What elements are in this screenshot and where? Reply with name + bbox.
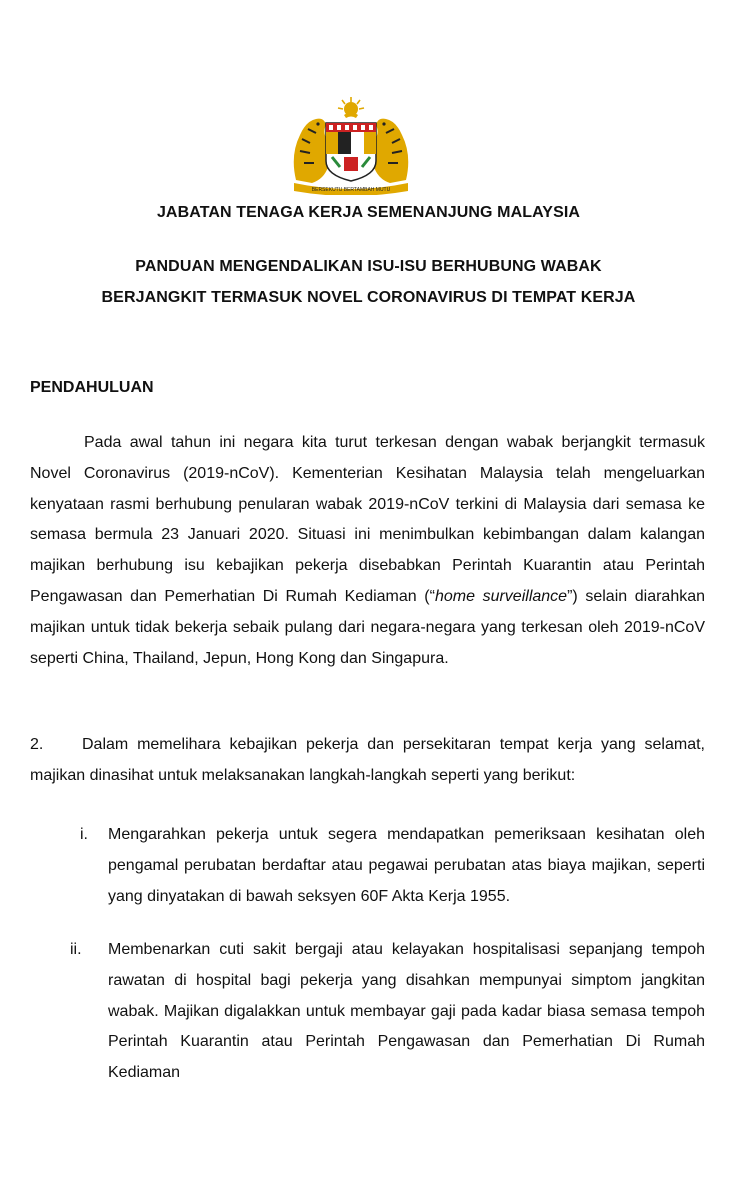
paragraph-1: [30, 428, 705, 674]
list-item-text: Mengarahkan pekerja untuk segera mendapatkan pemeriksaan kesihatan oleh pengamal perubatan berdaftar atau pegawai perubatan atas biaya majikan, seperti yang dinyatakan di bawah seksyen 60F Akta Kerja 1955.: [108, 826, 705, 905]
sun-icon: [338, 97, 364, 118]
list-item: [70, 935, 705, 1089]
paragraph-2-text: Dalam memelihara kebajikan pekerja dan persekitaran tempat kerja yang selamat, majikan dinasihat untuk melaksanakan langkah-langkah seperti yang berikut:: [30, 736, 705, 784]
paragraph-2: [30, 730, 705, 792]
paragraph-2-number: 2.: [30, 736, 44, 753]
list-item: [80, 820, 705, 912]
crest-motto: BERSEKUTU BERTAMBAH MUTU: [311, 187, 391, 193]
shield-icon: [326, 123, 376, 181]
malaysia-coat-of-arms-icon: [286, 95, 416, 195]
list-item-marker: i.: [80, 826, 88, 843]
document-title-line1: PANDUAN MENGENDALIKAN ISU-ISU BERHUBUNG WABAK: [135, 258, 602, 275]
paragraph-1-text-cont: ”) selain diarahkan majikan untuk tidak bekerja sebaik pulang dari negara-negara yang terkesan oleh 2019-nCoV seperti China, Thailand, Jepun, Hong Kong dan Singapura.: [30, 587, 706, 667]
list-item-marker: ii.: [70, 941, 82, 958]
section-heading: PENDAHULUAN: [30, 379, 154, 396]
department-name: JABATAN TENAGA KERJA SEMENANJUNG MALAYSIA: [156, 204, 581, 221]
paragraph-1-italic-term: home surveillance: [434, 587, 568, 605]
document-title-line2: BERJANGKIT TERMASUK NOVEL CORONAVIRUS DI TEMPAT KERJA: [101, 289, 636, 306]
paragraph-1-text: Pada awal tahun ini negara kita turut terkesan dengan wabak berjangkit termasuk Novel Coronavirus (2019-nCoV). Kementerian Kesihatan Malaysia telah mengeluarkan kenyataan rasmi berhubung penularan wabak 2019-nCoV terkini di Malaysia dari semasa ke semasa bermula 23 Januari 2020. Situasi ini menimbulkan kebimbangan dalam kalangan majikan berhubung isu kebajikan pekerja disebabkan Perintah Kuarantin atau Perintah Pengawasan dan Pemerhatian Di Rumah Kediaman (“: [30, 434, 705, 605]
right-tiger-icon: [372, 119, 408, 183]
left-tiger-icon: [294, 119, 330, 183]
list-item-text: Membenarkan cuti sakit bergaji atau kelayakan hospitalisasi sepanjang tempoh rawatan di hospital bagi pekerja yang disahkan mempunyai simptom jangkitan wabak. Majikan digalakkan untuk membayar gaji pada kadar biasa semasa tempoh Perintah Kuarantin atau Perintah Pengawasan dan Pemerhatian Di Rumah Kediaman: [108, 941, 705, 1082]
